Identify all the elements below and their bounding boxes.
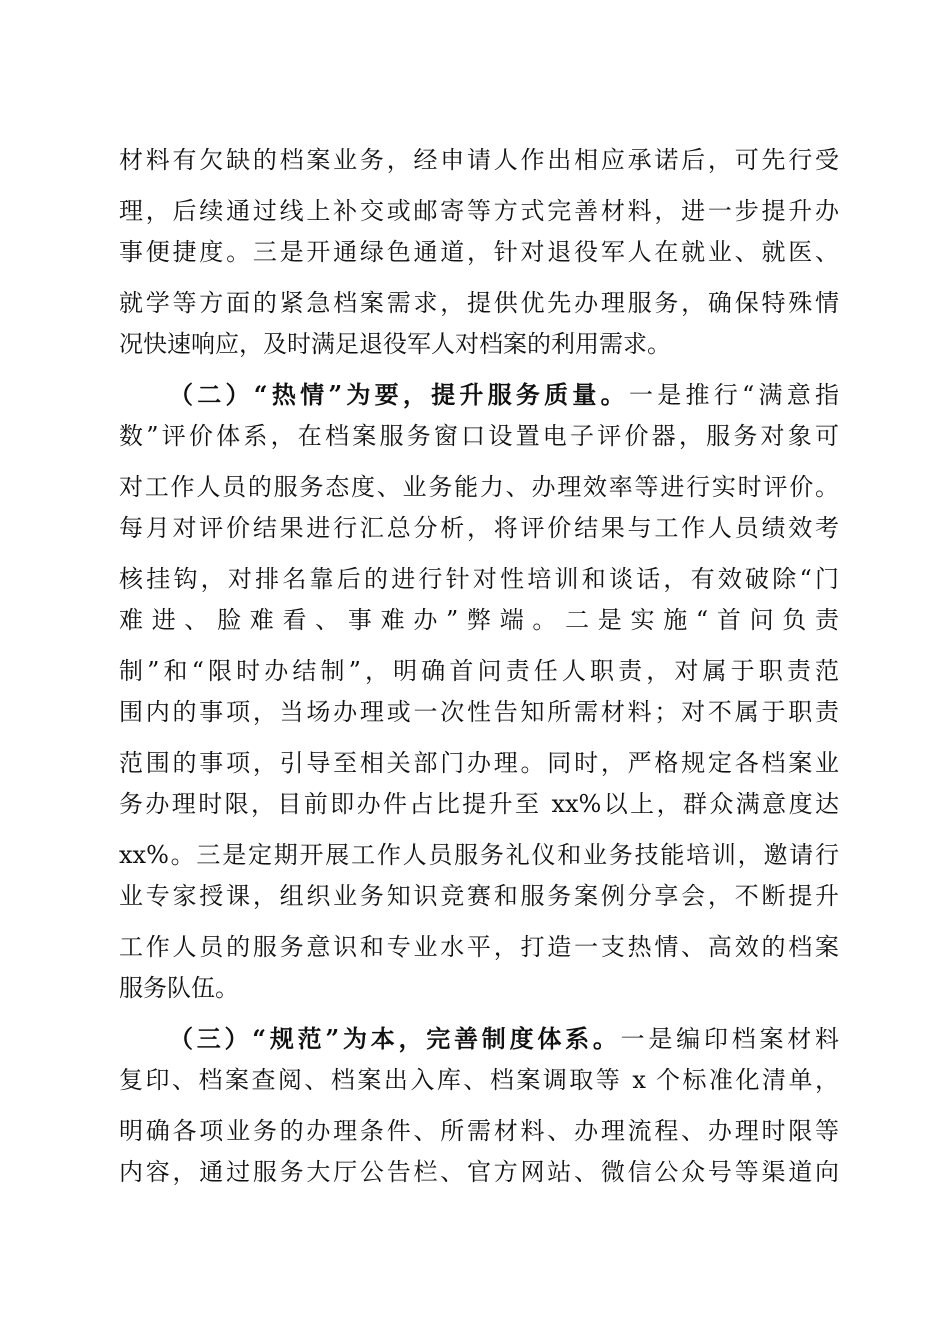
paragraph-3-line-2: 复印、档案查阅、档案出入库、档案调取等 x 个标准化清单，	[119, 1066, 839, 1094]
paragraph-1-line-4: 就学等方面的紧急档案需求，提供优先办理服务，确保特殊情	[119, 289, 839, 317]
paragraph-2-line-13: 工作人员的服务意识和专业水平，打造一支热情、高效的档案	[119, 933, 839, 961]
paragraph-1-line-5: 况快速响应，及时满足退役军人对档案的利用需求。	[119, 330, 671, 358]
paragraph-2-line-8: 围内的事项，当场办理或一次性告知所需材料；对不属于职责	[119, 698, 839, 726]
paragraph-2-line-3: 对工作人员的服务态度、业务能力、办理效率等进行实时评价。	[119, 473, 839, 501]
paragraph-2-line-10: 务办理时限，目前即办件占比提升至 xx%以上，群众满意度达	[119, 790, 839, 818]
paragraph-2-line-1	[169, 375, 839, 415]
paragraph-2-line-9: 范围的事项，引导至相关部门办理。同时，严格规定各档案业	[119, 749, 839, 777]
paragraph-2-heading: （二）“热情”为要，提升服务质量。	[169, 380, 629, 409]
paragraph-2-line-2: 数”评价体系，在档案服务窗口设置电子评价器，服务对象可	[119, 422, 839, 450]
paragraph-3-line-1	[169, 1019, 839, 1059]
paragraph-1-line-2: 理，后续通过线上补交或邮寄等方式完善材料，进一步提升办	[119, 197, 839, 225]
paragraph-1-line-3: 事便捷度。三是开通绿色通道，针对退役军人在就业、就医、	[119, 238, 839, 266]
paragraph-2-line-7: 制”和“限时办结制”，明确首问责任人职责，对属于职责范	[119, 657, 839, 685]
paragraph-2-line-11: xx%。三是定期开展工作人员服务礼仪和业务技能培训，邀请行	[119, 841, 839, 869]
paragraph-3-heading: （三）“规范”为本，完善制度体系。	[169, 1024, 621, 1053]
paragraph-3-line-1-rest: 一是编印档案材料	[620, 1025, 840, 1053]
paragraph-3-line-4: 内容，通过服务大厅公告栏、官方网站、微信公众号等渠道向	[119, 1158, 839, 1186]
paragraph-2-line-6: 难进、脸难看、事难办”弊端。二是实施“首问负责	[119, 606, 839, 634]
paragraph-1-line-1: 材料有欠缺的档案业务，经申请人作出相应承诺后，可先行受	[119, 146, 839, 174]
paragraph-2-line-1-rest: 一是推行“满意指	[628, 381, 839, 409]
paragraph-2-line-12: 业专家授课，组织业务知识竞赛和服务案例分享会，不断提升	[119, 882, 839, 910]
paragraph-2-line-14: 服务队伍。	[119, 974, 239, 1002]
paragraph-2-line-4: 每月对评价结果进行汇总分析，将评价结果与工作人员绩效考	[119, 514, 839, 542]
paragraph-2-line-5: 核挂钩，对排名靠后的进行针对性培训和谈话，有效破除“门	[119, 565, 839, 593]
paragraph-3-line-3: 明确各项业务的办理条件、所需材料、办理流程、办理时限等	[119, 1117, 839, 1145]
